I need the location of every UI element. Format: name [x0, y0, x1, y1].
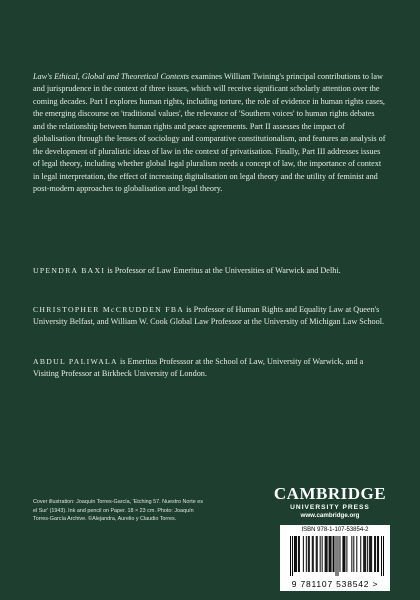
publisher-subtitle: UNIVERSITY PRESS	[290, 504, 370, 511]
barcode-bar	[317, 536, 318, 572]
barcode-icon	[290, 536, 384, 576]
barcode-bar	[370, 536, 371, 572]
barcode-bar	[364, 536, 365, 572]
barcode-bar	[344, 536, 345, 572]
author-bio-text: is Emeritus Professsor at the School of Law, University of Warwick, and a Visiting Professor at Birkbeck University of London.	[33, 357, 364, 379]
barcode-bar	[295, 536, 296, 572]
barcode-bar	[309, 536, 310, 572]
author-bio-baxi	[33, 265, 388, 277]
barcode-bar	[333, 536, 334, 572]
publisher-name: CAMBRIDGE	[273, 484, 387, 503]
barcode-bar	[334, 536, 335, 572]
barcode-bar	[292, 536, 293, 576]
barcode-bar	[294, 536, 295, 572]
description-text: examines William Twining's principal contributions to law and jurisprudence in the context of three issues, which will receive significant scholarly attention over the coming decades. Part I explores human rights, including torture, the role of evidence in human rights cases, the emerging discourse on 'traditional values', the relevance of 'Southern voices' to human rights debates and the relationship between human rights and peace agreements. Part II assesses the impact of globalisation through the lenses of sociology and comparative constitutionalism, and features an analysis of the development of pluralistic ideas of law in the context of privatisation. Finally, Part III addresses issues of legal theory, including whether global legal pluralism needs a concept of law, the importance of context in legal interpretation, the effect of increasing digitalisation on legal theory and the utility of feminist and post-modern approaches to globalisation and legal theory.	[33, 72, 386, 194]
barcode-bar	[360, 536, 361, 572]
barcode-bar	[343, 536, 344, 572]
barcode-bar	[377, 536, 378, 572]
barcode-bar	[322, 536, 323, 572]
barcode-bar	[375, 536, 376, 572]
barcode-bar	[290, 536, 291, 576]
barcode-bar	[298, 536, 299, 572]
cover-illustration-credit: Cover illustration: Joaquín Torres-García, 'Etching 57. Nuestro Norte es el Sur' (1943). Ink and pencil on Paper. 18 × 23 cm. Photo: Joaquín Torres-García Archive. ©Alejandra, Aurelio y Claudio Torres.	[33, 499, 203, 523]
book-title: Law's Ethical, Global and Theoretical Contexts	[33, 72, 190, 81]
author-bio-text: is Professor of Human Rights and Equality Law at Queen's University Belfast, and William W. Cook Global Law Professor at the University of Michigan Law School.	[33, 305, 385, 327]
barcode-bar	[363, 536, 364, 572]
barcode-bar	[367, 536, 368, 572]
barcode-bar	[313, 536, 314, 572]
barcode-bar	[383, 536, 384, 576]
barcode-bar	[316, 536, 317, 572]
author-name: UPENDRA BAXI	[33, 266, 106, 275]
barcode-bar	[306, 536, 307, 572]
publisher-logo	[270, 485, 390, 520]
barcode-label	[280, 525, 390, 591]
barcode-bar	[330, 536, 331, 572]
barcode-bar	[327, 536, 328, 572]
barcode-digits: 9 781107 538542 >	[291, 579, 379, 589]
barcode-bar	[339, 536, 340, 572]
barcode-bar	[342, 536, 343, 572]
barcode-bar	[369, 536, 370, 572]
barcode-bar	[325, 536, 326, 572]
barcode-bar	[351, 536, 352, 572]
description-blurb	[33, 71, 388, 196]
barcode-bar	[303, 536, 304, 572]
barcode-bar	[331, 536, 332, 572]
barcode-bar	[299, 536, 300, 572]
barcode-bar	[326, 536, 327, 572]
barcode-bar	[346, 536, 347, 572]
barcode-bar	[374, 536, 375, 572]
barcode-bar	[371, 536, 372, 572]
barcode-bar	[353, 536, 354, 572]
author-bio-mccrudden	[33, 304, 388, 329]
barcode-bar	[356, 536, 357, 572]
author-name: ABDUL PALIWALA	[33, 357, 118, 366]
barcode-bar	[336, 536, 337, 576]
author-bio-text: is Professor of Law Emeritus at the Universities of Warwick and Delhi.	[105, 266, 341, 275]
barcode-bar	[312, 536, 313, 572]
barcode-bar	[337, 536, 338, 576]
barcode-bar	[296, 536, 297, 572]
author-name: CHRISTOPHER McCRUDDEN FBA	[33, 305, 185, 314]
barcode-bar	[365, 536, 366, 572]
barcode-bar	[378, 536, 379, 572]
author-bio-paliwala	[33, 356, 388, 381]
barcode-bar	[308, 536, 309, 572]
publisher-url: www.cambridge.org	[300, 512, 360, 519]
isbn-text: ISBN 978-1-107-53854-2	[301, 527, 369, 533]
barcode-bar	[381, 536, 382, 576]
barcode-bar	[329, 536, 330, 572]
barcode-bar	[320, 536, 321, 572]
